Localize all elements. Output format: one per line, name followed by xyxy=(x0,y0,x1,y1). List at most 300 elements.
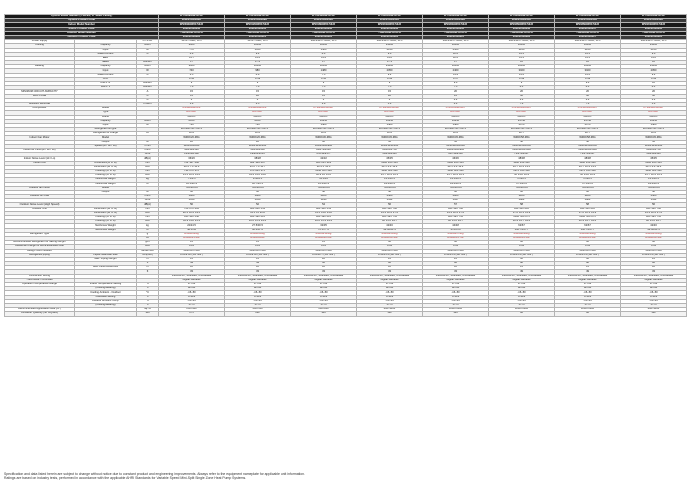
row-value: 5~75 xyxy=(555,303,621,307)
row-value: 30000 xyxy=(423,65,489,69)
row-category: Outdoor Air Flow xyxy=(5,195,75,199)
table-row xyxy=(5,312,687,316)
row-value: YDK40-6S xyxy=(291,186,357,190)
row-value: 12.0 xyxy=(423,52,489,56)
row-value: 2.2 xyxy=(555,98,621,102)
row-value: 1250/1100/1000 xyxy=(423,144,489,148)
row-subcategory: Input xyxy=(75,48,137,52)
row-value: 17~32 xyxy=(357,283,423,287)
row-unit: W xyxy=(137,48,159,52)
row-value: 30 xyxy=(489,257,555,261)
row-value: R410A/2300g xyxy=(555,232,621,236)
header-value: 220201100021 xyxy=(225,35,291,39)
row-value: 15 xyxy=(159,257,225,261)
row-subcategory: SEER xyxy=(75,61,137,65)
row-value: 2150 xyxy=(621,48,687,52)
row-value: 56 xyxy=(621,203,687,207)
row-value: 38*15.6*29.7 xyxy=(423,220,489,224)
row-value: 1080*226*335 xyxy=(357,161,423,165)
row-value: 16250 xyxy=(423,119,489,123)
row-value: 92 xyxy=(489,312,555,316)
row-value: GMCC xyxy=(621,115,687,119)
row-value: 132 xyxy=(357,312,423,316)
row-value: 6.3 xyxy=(423,102,489,106)
row-value: 11.4 xyxy=(225,56,291,60)
row-category: Design Test Pressure xyxy=(5,249,75,253)
row-category: Indoor unit xyxy=(5,161,75,165)
row-value: 722*187*290 xyxy=(159,161,225,165)
row-value: ROTARY xyxy=(555,111,621,115)
row-value: 9 xyxy=(489,82,555,86)
row-value: 790*270*370 xyxy=(159,169,225,173)
row-value: 7.5/9.5 xyxy=(159,178,225,182)
row-value: 500/450/400 xyxy=(225,149,291,153)
row-value: 45.7*12.6*16.1 xyxy=(621,174,687,178)
row-unit: W xyxy=(137,123,159,127)
row-value: 2 xyxy=(159,98,225,102)
row-value: 1480 xyxy=(291,69,357,73)
header-value: 220201100046A xyxy=(621,19,687,23)
row-value: 136.7/147.7 xyxy=(489,228,555,232)
row-value: R410A/52.9oz xyxy=(357,236,423,240)
row-value: 946*410*810 xyxy=(489,207,555,211)
row-value: 16250 xyxy=(291,119,357,123)
row-value: ROTARY xyxy=(291,111,357,115)
row-value: -15~50 xyxy=(555,291,621,295)
row-value: 5.3 xyxy=(621,102,687,106)
row-value: 1160*320*410 xyxy=(423,169,489,173)
row-value: R410A/30oz xyxy=(225,236,291,240)
row-value: 33 xyxy=(357,270,423,274)
row-value: 7.5 xyxy=(423,86,489,90)
row-value: 36000 xyxy=(555,44,621,48)
row-value: -15~50 xyxy=(291,291,357,295)
row-value: 24740 xyxy=(555,119,621,123)
row-value: 3200 xyxy=(489,195,555,199)
row-value: 0.16 xyxy=(225,245,291,249)
row-value: 62~90 xyxy=(621,287,687,291)
spec-sheet xyxy=(4,14,686,317)
row-value: -15~50 xyxy=(357,291,423,295)
row-subcategory: Input xyxy=(75,123,137,127)
row-category: Refrigerant Type xyxy=(5,232,75,236)
row-value: 115V~ 60Hz, 1Ph xyxy=(159,40,225,44)
row-value: 44/48 xyxy=(423,224,489,228)
row-unit: A xyxy=(137,90,159,94)
row-value: 46/36 xyxy=(423,157,489,161)
row-value: 12000 xyxy=(225,65,291,69)
row-subcategory: Dimension(W*D*H) xyxy=(75,161,137,165)
row-value: 11.2 xyxy=(621,56,687,60)
row-value: 1200/1050/950 xyxy=(621,144,687,148)
row-value: 9.52/15.9 (3/8"/5/8") xyxy=(357,253,423,257)
row-value: 2200 xyxy=(291,195,357,199)
row-value: 5~75 xyxy=(225,303,291,307)
row-value: 42.9*19.7*34.4 xyxy=(489,220,555,224)
header-value: 220201100035 xyxy=(423,27,489,31)
row-value: Digital Wireless xyxy=(423,278,489,282)
row-value: 8.1 xyxy=(555,86,621,90)
row-value: 17~32 xyxy=(159,283,225,287)
row-value: 24740 xyxy=(489,119,555,123)
row-value: 45/35 xyxy=(357,157,423,161)
row-value: 845*320*700 xyxy=(423,207,489,211)
row-value: 0.32 xyxy=(423,245,489,249)
row-unit: Btu/Wh xyxy=(137,86,159,90)
row-value: 2 xyxy=(225,98,291,102)
row-value: 5~122 xyxy=(489,295,555,299)
row-subcategory: Rated current xyxy=(75,52,137,56)
row-value: 920*390*615 xyxy=(291,216,357,220)
row-value: 1800 xyxy=(159,195,225,199)
row-subcategory: Rated current xyxy=(75,73,137,77)
row-value: WZDK30-38G xyxy=(291,136,357,140)
row-value: 48.5/54 xyxy=(159,228,225,232)
row-value: 7.5 xyxy=(357,86,423,90)
row-value: 49 xyxy=(159,262,225,266)
row-unit: Ph-V-Hz xyxy=(137,40,159,44)
row-value: 1480 xyxy=(291,123,357,127)
row-value: ESTER OIL VG74 xyxy=(555,128,621,132)
row-value: 6.35/9.52 (1/4"/3/8") xyxy=(225,253,291,257)
row-subcategory: COP xyxy=(75,77,137,81)
row-value: R410A/21.9oz xyxy=(159,236,225,240)
row-value: 965*395*755 xyxy=(357,216,423,220)
row-value: 14AWG/3C, Stranded, Unshielded xyxy=(357,274,423,278)
header-value: WS024GMFI17HLD xyxy=(357,23,423,27)
row-value: WZDK58-38G xyxy=(489,136,555,140)
row-value: 31.5*11.8*21.8 xyxy=(291,211,357,215)
row-unit: oz/ft xyxy=(137,245,159,249)
row-value: 3.57 xyxy=(423,77,489,81)
row-value: 9 xyxy=(291,82,357,86)
row-value: 38/28 xyxy=(225,157,291,161)
row-value: 9.52/15.9 (3/8"/5/8") xyxy=(423,253,489,257)
header-value: 220201100031 xyxy=(225,27,291,31)
row-value: -15~50 xyxy=(225,291,291,295)
row-value: GMCC xyxy=(555,115,621,119)
row-value: Digital Wireless xyxy=(621,278,687,282)
row-unit: mm xyxy=(137,161,159,165)
row-value: 22.7 xyxy=(489,132,555,136)
row-value: 3.8 xyxy=(291,102,357,106)
row-value: 31.6*7.4*11.7 xyxy=(225,165,291,169)
row-value: 20 xyxy=(489,90,555,94)
row-value: 58 xyxy=(489,203,555,207)
row-value: 37.5/45.2 xyxy=(555,182,621,186)
row-value: 30 xyxy=(621,94,687,98)
header-value: WYS018GMFI17RL xyxy=(291,15,357,19)
row-subcategory: Capacity xyxy=(75,44,137,48)
row-value: 62~90 xyxy=(423,287,489,291)
row-value: 92 xyxy=(555,312,621,316)
row-value: 550/250 PSIG xyxy=(423,249,489,253)
row-value: 2 xyxy=(357,98,423,102)
row-value: 1059 xyxy=(159,199,225,203)
row-value: 5~122 xyxy=(357,295,423,299)
header-value: 220201100026 xyxy=(489,35,555,39)
row-value: 765/706/647 xyxy=(489,153,555,157)
row-value: 8.1 xyxy=(621,86,687,90)
row-value: 40.9*12*15.6 xyxy=(291,174,357,178)
row-unit: W xyxy=(137,69,159,73)
row-subcategory: Indoor Temperature Setting xyxy=(75,283,137,287)
row-value: 5~122 xyxy=(159,295,225,299)
row-value: 24000 xyxy=(621,44,687,48)
row-subcategory: Speed (Hi / Mi / Lo) xyxy=(75,144,137,148)
row-value: Digital Wireless xyxy=(357,278,423,282)
row-value: 1580 xyxy=(291,48,357,52)
row-value: 12.8 xyxy=(225,132,291,136)
header-label: Indoor Product Code xyxy=(5,27,159,31)
row-value: 15 xyxy=(225,257,291,261)
row-value: ROTARY xyxy=(423,111,489,115)
row-value: 14AWG/3C, Stranded, Unshielded xyxy=(555,274,621,278)
row-value: 20 xyxy=(291,257,357,261)
row-value: 1000~1400 xyxy=(423,308,489,312)
row-unit: Btu/Wh xyxy=(137,82,159,86)
row-value: 400/360/320 xyxy=(159,149,225,153)
row-value: 965*395*755 xyxy=(621,216,687,220)
row-subcategory: Refrigerant oil charge xyxy=(75,132,137,136)
row-value: 30 xyxy=(159,190,225,194)
row-value: 12.8 xyxy=(159,132,225,136)
row-value: 5.3 xyxy=(357,102,423,106)
header-value: WS024GMFI17HLD xyxy=(621,23,687,27)
row-value: 132 xyxy=(621,312,687,316)
row-category: Operation Temperature Range xyxy=(5,283,75,287)
row-value: 208-230V~ 60Hz, 1Ph xyxy=(423,40,489,44)
header-value: YN024GMFI17RPD xyxy=(621,31,687,35)
row-value: 1294 xyxy=(291,199,357,203)
row-value: ROTARY xyxy=(357,111,423,115)
row-value: 33 xyxy=(423,270,489,274)
row-value: 9.4 xyxy=(225,52,291,56)
row-value: 0.32 xyxy=(357,245,423,249)
row-unit: W xyxy=(137,140,159,144)
row-value: 38*15.6*29.7 xyxy=(621,220,687,224)
row-subcategory: Liquid Side/Gas Side xyxy=(75,253,137,257)
row-value: -15~24 xyxy=(357,299,423,303)
row-value: WZDK45-38G xyxy=(357,136,423,140)
row-value: 22.7 xyxy=(555,132,621,136)
spec-rows xyxy=(5,40,687,316)
row-value: GMCC xyxy=(291,115,357,119)
row-unit: m xyxy=(137,257,159,261)
row-value: R410A/2300g xyxy=(489,232,555,236)
row-value: 136.7/147.7 xyxy=(555,228,621,232)
row-value: 1480 xyxy=(621,123,687,127)
row-value: 22/24.5 xyxy=(159,224,225,228)
row-value: 2070 xyxy=(555,123,621,127)
footnote-line-1: Specification and data listed herein are subject to change without notice due to constant product and engineering improvements. Always refer to the equipment nameplate for applicable unit information. xyxy=(4,472,306,476)
row-value: 5~122 xyxy=(555,295,621,299)
row-value: 30 xyxy=(489,94,555,98)
row-value: R410A/850g xyxy=(225,232,291,236)
row-value: 17 xyxy=(291,61,357,65)
row-value: 17 xyxy=(423,61,489,65)
row-unit: mm xyxy=(137,216,159,220)
row-value: 70.5/77.2 xyxy=(291,228,357,232)
spec-table xyxy=(4,14,687,317)
row-category: Outdoor fan motor xyxy=(5,186,75,190)
row-value: 720*270*495 xyxy=(159,207,225,211)
row-value: 97/105.8 xyxy=(423,228,489,232)
row-value: 3.49 xyxy=(489,77,555,81)
row-value: 14.5 xyxy=(489,52,555,56)
row-value: 9 xyxy=(357,82,423,86)
header-value: 220201100025 xyxy=(423,35,489,39)
row-value: 13.5/16.5 xyxy=(423,178,489,182)
row-value: 42.5*8.9*13.2 xyxy=(423,165,489,169)
header-value: WS030GMFI17HLD xyxy=(423,23,489,27)
row-value: 20 xyxy=(357,94,423,98)
row-value: 980 xyxy=(225,69,291,73)
row-value: WZDK45-38G xyxy=(621,136,687,140)
row-subcategory: Model xyxy=(75,186,137,190)
header-value: WS009GMFI17HLD xyxy=(159,23,225,27)
row-value: 222 xyxy=(225,312,291,316)
row-subcategory: Packing (W*D*H) xyxy=(75,216,137,220)
row-value: 2500 xyxy=(423,48,489,52)
row-unit: MPa/PSIG xyxy=(137,249,159,253)
row-value: 45 xyxy=(423,140,489,144)
row-subcategory: Net/Gross weight xyxy=(75,178,137,182)
row-value: 2400 xyxy=(621,195,687,199)
row-value: 18000 xyxy=(291,65,357,69)
row-value: Digital Wireless xyxy=(489,278,555,282)
row-value: 9.4 xyxy=(555,82,621,86)
row-value: 20 xyxy=(621,90,687,94)
row-value: GMCC xyxy=(225,115,291,119)
row-unit: ft xyxy=(137,262,159,266)
row-value: Digital Wireless xyxy=(555,278,621,282)
row-value: 550/250 PSIG xyxy=(555,249,621,253)
row-value: Digital Wireless xyxy=(159,278,225,282)
row-value: 11.1 xyxy=(555,56,621,60)
row-unit: °F xyxy=(137,303,159,307)
row-value: 16250 xyxy=(621,119,687,123)
row-unit: Set xyxy=(137,312,159,316)
row-value: 7.4 xyxy=(555,102,621,106)
row-value: 16.5/20.9 xyxy=(159,182,225,186)
row-value: 9.6 xyxy=(621,52,687,56)
row-value: 14.5 xyxy=(555,52,621,56)
row-value: 5~75 xyxy=(357,303,423,307)
row-value: 29.8/36.4 xyxy=(621,182,687,186)
row-value: 60.6/67.2 xyxy=(225,228,291,232)
row-unit: mm(inch) xyxy=(137,253,159,257)
row-value: 5~75 xyxy=(489,303,555,307)
row-unit: kg xyxy=(137,178,159,182)
row-value: ESTER OIL VG74 xyxy=(357,128,423,132)
row-value: 1080*226*335 xyxy=(423,161,489,165)
row-value: 1882 xyxy=(555,199,621,203)
header-value: 220201100037 xyxy=(555,27,621,31)
row-value: 42/46 xyxy=(621,224,687,228)
row-value: R410A/1500g xyxy=(357,232,423,236)
row-value: ESTER OIL VG74 xyxy=(423,128,489,132)
row-value: 208-230V~ 60Hz, 1Ph xyxy=(357,40,423,44)
row-value: -15~24 xyxy=(621,299,687,303)
row-value: -15~24 xyxy=(225,299,291,303)
row-value: 38*15.6*29.7 xyxy=(357,220,423,224)
row-value: 50*13.8*16.9 xyxy=(489,174,555,178)
row-category: Moisture Removal xyxy=(5,102,75,106)
row-category: MAX FUSE xyxy=(5,94,75,98)
row-value: 25 xyxy=(357,257,423,261)
row-unit: Btu/Wh xyxy=(137,61,159,65)
row-value: -15~24 xyxy=(423,299,489,303)
row-value: 33.3*12.6*27.6 xyxy=(357,211,423,215)
row-value: 11.1 xyxy=(489,56,555,60)
row-value: ESTER OIL VG74 xyxy=(489,128,555,132)
row-value: -15~50 xyxy=(423,291,489,295)
row-value: YDK30-6S xyxy=(225,186,291,190)
row-value: 950/850/750 xyxy=(621,149,687,153)
row-value: 3.43 xyxy=(621,77,687,81)
row-value: 30 xyxy=(621,241,687,245)
row-category: Additional Charge for Extra Extended Feet xyxy=(5,245,75,249)
row-value: 38*8.5*12.6 xyxy=(291,165,357,169)
row-value: 10 xyxy=(357,266,423,270)
row-subcategory: Packing (W*D*H) xyxy=(75,220,137,224)
row-value: 0.16 xyxy=(291,245,357,249)
row-category: Recommended Application Area (Cr.) xyxy=(5,308,75,312)
row-value: 1186*258*343 xyxy=(489,161,555,165)
row-value: 3250 xyxy=(489,48,555,52)
row-value: 2050 xyxy=(621,69,687,73)
row-value: -15~24 xyxy=(159,299,225,303)
row-value: 15 xyxy=(489,266,555,270)
row-value: 10 xyxy=(621,266,687,270)
row-value: 17.1 xyxy=(357,61,423,65)
row-value: 13.6 xyxy=(489,73,555,77)
row-value: Digital Wireless xyxy=(225,278,291,282)
row-value: 62/67 xyxy=(489,224,555,228)
row-subcategory: Model xyxy=(75,107,137,111)
row-value: GMCC xyxy=(423,115,489,119)
row-value: 7.5 xyxy=(291,86,357,90)
row-value: 9000 xyxy=(159,44,225,48)
row-value: 62~90 xyxy=(357,287,423,291)
header-value: WS012GMFI17HLD xyxy=(225,23,291,27)
row-unit: °C xyxy=(137,283,159,287)
row-value: R410A/1750g xyxy=(423,232,489,236)
row-value: 17/20.5 xyxy=(489,178,555,182)
row-value: 24000 xyxy=(621,65,687,69)
row-value: 15 xyxy=(159,94,225,98)
row-value: 15 xyxy=(225,241,291,245)
row-unit: m3/h xyxy=(137,195,159,199)
row-value: 16250 xyxy=(357,119,423,123)
row-value: 15 xyxy=(357,90,423,94)
row-value: 11.5/14 xyxy=(291,178,357,182)
row-value: 29.8/36.4 xyxy=(357,182,423,186)
row-value: 31.1*10.6*14.6 xyxy=(159,174,225,178)
row-value: -15~24 xyxy=(291,299,357,303)
row-value: 3200 xyxy=(555,195,621,199)
row-value: 3.56 xyxy=(159,77,225,81)
row-value: 5~122 xyxy=(225,295,291,299)
row-subcategory: Max. Level Difference xyxy=(75,266,137,270)
row-subcategory: (Cooling/Heating) xyxy=(75,287,137,291)
row-value: 3.43 xyxy=(357,77,423,81)
row-value: 25 xyxy=(621,257,687,261)
row-value: 8.5/10.5 xyxy=(225,178,291,182)
row-category: MINIMUM CIRCUIT AMPACITY xyxy=(5,90,75,94)
row-value: 17~32 xyxy=(555,283,621,287)
